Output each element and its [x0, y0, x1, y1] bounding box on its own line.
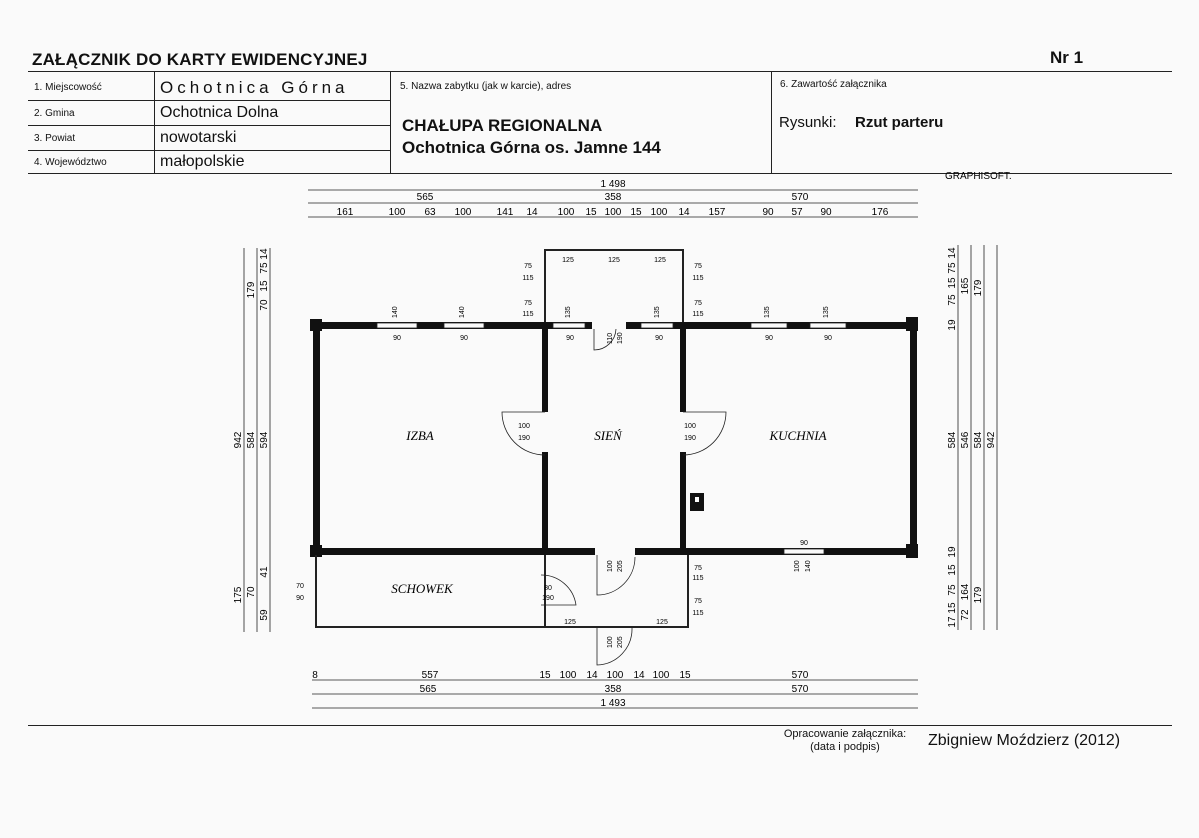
dim-right: 75	[947, 262, 958, 274]
dim-top: 100	[650, 207, 668, 218]
door-height-label: 190	[684, 435, 696, 442]
footer-label-line2: (data i podpis)	[810, 741, 880, 753]
window-height-label: 140	[459, 306, 466, 318]
dim-bottom: 15	[679, 670, 691, 681]
window-width-label: 125	[654, 257, 666, 264]
field-label-locality: 1. Miejscowość	[34, 82, 102, 93]
dim-top: 570	[791, 192, 809, 203]
dim-top: 100	[604, 207, 622, 218]
dim-right: 584	[973, 431, 984, 449]
door-height-label: 190	[518, 435, 530, 442]
dim-bottom: 15	[539, 670, 551, 681]
window-width-label: 75	[524, 263, 532, 270]
room-label-sien: SIEŃ	[594, 428, 622, 443]
dim-bottom: 100	[652, 670, 670, 681]
door-width-label: 80	[544, 585, 552, 592]
dim-right: 584	[947, 431, 958, 449]
dim-top: 161	[336, 207, 354, 218]
footer-line	[28, 725, 1172, 726]
dim-top: 100	[454, 207, 472, 218]
dim-top: 15	[585, 207, 597, 218]
dim-top: 358	[604, 192, 622, 203]
door-width-label: 100	[607, 560, 614, 572]
dim-right: 15	[947, 564, 958, 576]
window-height-label: 135	[823, 306, 830, 318]
dim-bottom: 8	[312, 670, 318, 681]
dim-top: 141	[496, 207, 514, 218]
dim-top: 100	[388, 207, 406, 218]
dim-left: 584	[246, 431, 257, 449]
dim-left: 59	[259, 609, 270, 621]
window-height-label: 115	[522, 311, 534, 318]
monument-name: CHAŁUPA REGIONALNA	[402, 116, 603, 135]
dim-top: 90	[762, 207, 774, 218]
window-width-label: 125	[564, 619, 576, 626]
footer-author: Zbigniew Moździerz (2012)	[928, 732, 1121, 749]
contents-label: 6. Zawartość załącznika	[780, 79, 887, 90]
window-width-label: 70	[296, 583, 304, 590]
monument-address: Ochotnica Górna os. Jamne 144	[402, 138, 661, 157]
window-width-label: 90	[824, 335, 832, 342]
door-height-label: 190	[542, 595, 554, 602]
dim-right: 179	[973, 586, 984, 604]
dim-left: 14	[259, 248, 270, 260]
window-width-label: 90	[393, 335, 401, 342]
stove-opening	[695, 497, 699, 502]
dim-bottom: 14	[586, 670, 598, 681]
monument-label: 5. Nazwa zabytku (jak w karcie), adres	[400, 81, 572, 92]
window-height-label: 115	[692, 275, 704, 282]
footer-label-line1: Opracowanie załącznika:	[783, 728, 907, 740]
dim-top: 63	[424, 207, 436, 218]
window-width-label: 75	[694, 263, 702, 270]
footer-label	[780, 728, 910, 754]
door-height-label: 205	[617, 636, 624, 648]
dim-right: 72	[960, 609, 971, 621]
dim-right: 14	[947, 247, 958, 259]
dim-bottom: 570	[791, 670, 809, 681]
window-width-label: 90	[765, 335, 773, 342]
opening-size-labels	[296, 257, 832, 648]
dim-left: 15	[259, 280, 270, 292]
door-width-label: 100	[607, 636, 614, 648]
dim-right: 19	[947, 319, 958, 331]
dim-left: 942	[233, 431, 244, 449]
graphisoft-watermark: GRAPHISOFT.	[945, 171, 1012, 182]
dim-left: 179	[246, 281, 257, 299]
window-height-label: 140	[392, 306, 399, 318]
door-width-label: 100	[518, 423, 530, 430]
dim-left: 41	[259, 566, 270, 578]
door-height-label: 190	[617, 332, 624, 344]
contents-value: Rzut parteru	[855, 114, 944, 131]
window-width-label: 90	[566, 335, 574, 342]
window-width-label: 75	[694, 598, 702, 605]
dim-left: 70	[259, 299, 270, 311]
window-height-label: 115	[692, 610, 704, 617]
window-height-label: 115	[692, 311, 704, 318]
dim-right: 546	[960, 431, 971, 449]
window-height-label: 135	[565, 306, 572, 318]
dim-top: 14	[526, 207, 538, 218]
dim-bottom: 557	[421, 670, 439, 681]
window-width-label: 125	[562, 257, 574, 264]
dim-total-top: 1 498	[600, 179, 626, 190]
window-width-label: 90	[460, 335, 468, 342]
field-label-county: 3. Powiat	[34, 133, 76, 144]
dim-right: 75	[947, 584, 958, 596]
dim-left: 75	[259, 262, 270, 274]
field-label-commune: 2. Gmina	[34, 108, 75, 119]
dim-left: 175	[233, 586, 244, 604]
door-width-label: 110	[607, 332, 614, 344]
field-label-voivodeship: 4. Województwo	[34, 157, 107, 168]
dim-top: 57	[791, 207, 803, 218]
dim-right: 19	[947, 546, 958, 558]
thin-walls	[316, 250, 688, 627]
field-value-commune: Ochotnica Dolna	[160, 104, 279, 121]
field-value-county: nowotarski	[160, 129, 237, 146]
room-label-izba: IZBA	[406, 428, 434, 443]
window-width-label: 125	[656, 619, 668, 626]
window-height-label: 90	[296, 595, 304, 602]
door-width-label: 100	[684, 423, 696, 430]
window-width-label: 75	[524, 300, 532, 307]
dim-right: 179	[973, 279, 984, 297]
door-height-label: 205	[617, 560, 624, 572]
dim-total-bottom: 1 493	[600, 698, 626, 709]
room-label-schowek: SCHOWEK	[391, 581, 453, 596]
dim-bottom: 100	[606, 670, 624, 681]
contents-prefix: Rysunki:	[779, 114, 837, 131]
dim-top: 15	[630, 207, 642, 218]
window-height-label: 115	[692, 575, 704, 582]
dim-left: 70	[246, 586, 257, 598]
window-width-label: 90	[800, 540, 808, 547]
window-width-label: 100	[794, 560, 801, 572]
dim-right: 15	[947, 602, 958, 614]
window-height-label: 135	[654, 306, 661, 318]
dim-bottom: 358	[604, 684, 622, 695]
dim-top: 565	[416, 192, 434, 203]
dim-right: 164	[960, 583, 971, 601]
dim-right: 942	[986, 431, 997, 449]
dim-right: 17	[947, 616, 958, 628]
dim-left: 594	[259, 431, 270, 449]
window-height-label: 140	[805, 560, 812, 572]
dim-top: 157	[708, 207, 726, 218]
window-width-label: 75	[694, 565, 702, 572]
dim-top: 100	[557, 207, 575, 218]
dim-right: 15	[947, 277, 958, 289]
dim-bottom: 14	[633, 670, 645, 681]
dim-top: 14	[678, 207, 690, 218]
dim-right: 165	[960, 277, 971, 295]
field-value-locality: Ochotnica Górna	[160, 78, 349, 97]
dim-bottom: 565	[419, 684, 437, 695]
dim-top: 90	[820, 207, 832, 218]
window-height-label: 135	[764, 306, 771, 318]
field-value-voivodeship: małopolskie	[160, 153, 245, 170]
dim-bottom: 570	[791, 684, 809, 695]
dim-right: 75	[947, 294, 958, 306]
dim-top: 176	[871, 207, 889, 218]
window-width-label: 75	[694, 300, 702, 307]
window-width-label: 125	[608, 257, 620, 264]
document-title: ZAŁĄCZNIK DO KARTY EWIDENCYJNEJ	[32, 50, 368, 69]
window-width-label: 90	[655, 335, 663, 342]
dim-bottom: 100	[559, 670, 577, 681]
window-height-label: 115	[522, 275, 534, 282]
room-label-kuchnia: KUCHNIA	[769, 428, 827, 443]
attachment-number: Nr 1	[1050, 48, 1084, 67]
